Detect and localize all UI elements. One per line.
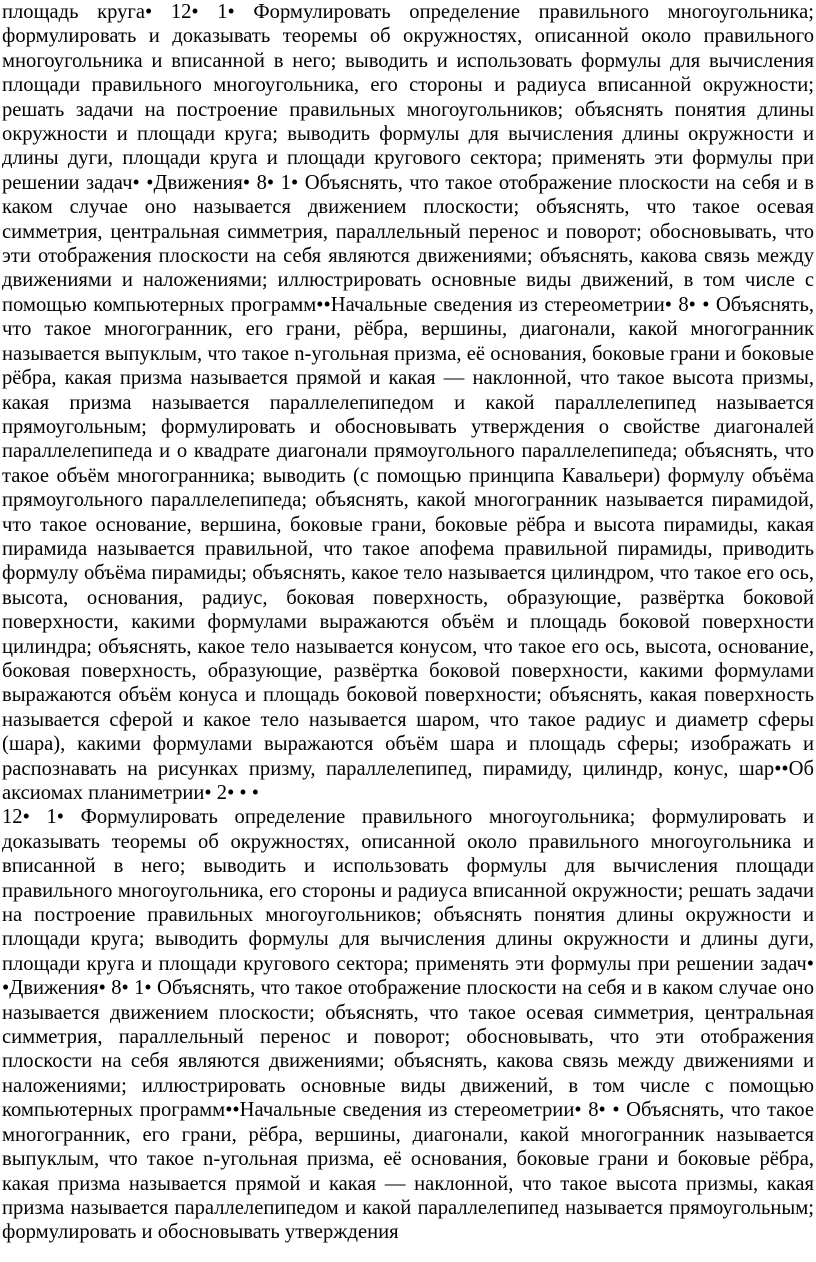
document-paragraph: 12• 1• Формулировать определение правильного многоугольника; формулировать и доказывать теоремы об окружностях, описанной около правильного многоугольника и вписанной в него; выводить и использовать формулы для вычисления площади правильного многоугольника, его стороны и радиуса вписанной окружности; решать задачи на построение правильных многоугольников; объяснять понятия длины окружности и площади круга; выводить формулы для вычисления длины окружности и длины дуги, площади круга и площади кругового сектора; применять эти формулы при решении задач• •Движения• 8• 1• Объяснять, что такое отображение плоскости на себя и в каком случае оно называется движением плоскости; объяснять, что такое осевая симметрия, центральная симметрия, параллельный перенос и поворот; обосновывать, что эти отображения плоскости на себя являются движениями; объяснять, какова связь между движениями и наложениями; иллюстрировать основные виды движений, в том числе с помощью компьютерных программ••Начальные сведения из стереометрии• 8• • Объяснять, что такое многогранник, его грани, рёбра, вершины, диагонали, какой многогранник называется выпуклым, что такое n-угольная призма, её основания, боковые грани и боковые рёбра, какая призма называется прямой и какая — наклонной, что такое высота призмы, какая призма называется параллелепипедом и какой параллелепипед называется прямоугольным; формулировать и обосновывать утверждения <box>2 806 814 1244</box>
document-paragraph: площадь круга• 12• 1• Формулировать определение правильного многоугольника; формулировать и доказывать теоремы об окружностях, описанной около правильного многоугольника и вписанной в него; выводить и использовать формулы для вычисления площади правильного многоугольника, его стороны и радиуса вписанной окружности; решать задачи на построение правильных многоугольников; объяснять понятия длины окружности и площади круга; выводить формулы для вычисления длины окружности и длины дуги, площади круга и площади кругового сектора; применять эти формулы при решении задач• •Движения• 8• 1• Объяснять, что такое отображение плоскости на себя и в каком случае оно называется движением плоскости; объяснять, что такое осевая симметрия, центральная симметрия, параллельный перенос и поворот; обосновывать, что эти отображения плоскости на себя являются движениями; объяснять, какова связь между движениями и наложениями; иллюстрировать основные виды движений, в том числе с помощью компьютерных программ••Начальные сведения из стереометрии• 8• • Объяснять, что такое многогранник, его грани, рёбра, вершины, диагонали, какой многогранник называется выпуклым, что такое n-угольная призма, её основания, боковые грани и боковые рёбра, какая призма называется прямой и какая — наклонной, что такое высота призмы, какая призма называется параллелепипедом и какой параллелепипед называется прямоугольным; формулировать и обосновывать утверждения о свойстве диагоналей параллелепипеда и о квадрате диагонали прямоугольного параллелепипеда; объяснять, что такое объём многогранника; выводить (с помощью принципа Кавальери) формулу объёма прямоугольного параллелепипеда; объяснять, какой многогранник называется пирамидой, что такое основание, вершина, боковые грани, боковые рёбра и высота пирамиды, какая пирамида называется правильной, что такое апофема правильной пирамиды, приводить формулу объёма пирамиды; объяснять, какое тело называется цилиндром, что такое его ось, высота, основания, радиус, боковая поверхность, образующие, развёртка боковой поверхности, какими формулами выражаются объём и площадь боковой поверхности цилиндра; объяснять, какое тело называется конусом, что такое его ось, высота, основание, боковая поверхность, образующие, развёртка боковой поверхности, какими формулами выражаются объём конуса и площадь боковой поверхности; объяснять, какая поверхность называется сферой и какое тело называется шаром, что такое радиус и диаметр сферы (шара), какими формулами выражаются объём шара и площадь сферы; изображать и распознавать на рисунках призму, параллелепипед, пирамиду, цилиндр, конус, шар••Об аксиомах планиметрии• 2• • • <box>2 1 814 804</box>
document-page <box>2 0 814 1245</box>
